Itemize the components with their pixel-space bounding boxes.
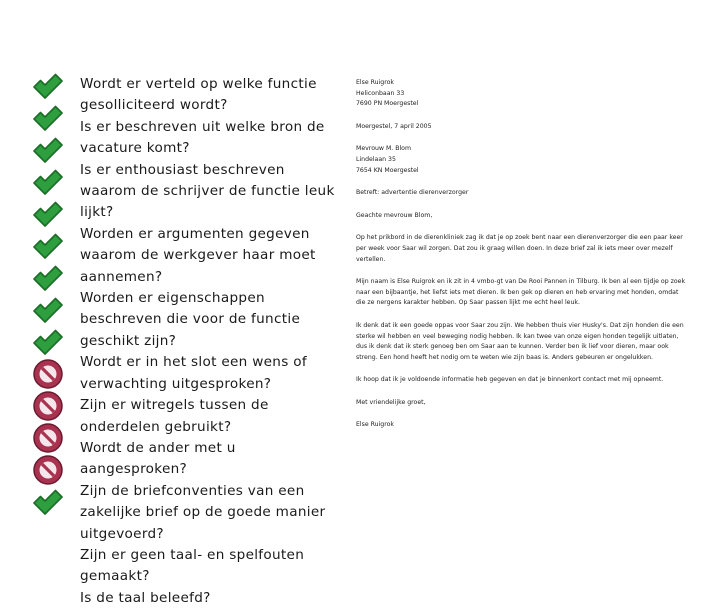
check-icon bbox=[32, 294, 64, 326]
subject-line: Betreft: advertentie dierenverzorger bbox=[356, 189, 469, 197]
check-icon bbox=[32, 486, 64, 518]
example-letter bbox=[356, 78, 686, 443]
checklist-item: Wordt de ander met u aangesproken? bbox=[80, 439, 236, 478]
checklist-item: Worden er argumenten gegeven waarom de werkgever haar moet aannemen? bbox=[80, 225, 316, 285]
check-icon bbox=[32, 198, 64, 230]
check-icon bbox=[32, 230, 64, 262]
letter-paragraph: Mijn naam is Else Ruigrok en ik zit in 4 vmbo-gt van De Rooi Pannen in Tilburg. Ik ben al een tijdje op zoek naar een bijbaantje, het liefst iets met dieren. Ik ben gek op dieren en heb ervaring met honden, omdat die ze nergens karakter hebben. Op Saar passen lijkt me echt heel leuk. bbox=[356, 278, 686, 307]
check-icon bbox=[32, 70, 64, 102]
letter-paragraph: Op het prikbord in de dierenkliniek zag ik dat je op zoek bent naar een dierenverzorger die een paar keer per week voor Saar wil zorgen. Dat zou ik graag willen doen. In deze brief zal ik iets meer over mezelf vertellen. bbox=[356, 234, 683, 263]
signature: Else Ruigrok bbox=[356, 421, 394, 429]
salutation: Geachte mevrouw Blom, bbox=[356, 211, 433, 219]
place-date: Moergestel, 7 april 2005 bbox=[356, 122, 432, 130]
recipient-address bbox=[356, 144, 686, 176]
recipient-street: Lindelaan 35 bbox=[356, 155, 396, 163]
check-icon bbox=[32, 134, 64, 166]
sender-address bbox=[356, 78, 686, 110]
sender-street: Heliconbaan 33 bbox=[356, 89, 405, 97]
recipient-name: Mevrouw M. Blom bbox=[356, 145, 411, 153]
checklist bbox=[80, 74, 345, 609]
letter-paragraph: Ik denk dat ik een goede oppas voor Saar zou zijn. We hebben thuis vier Husky's. Dat zijn honden die een sterke wil hebben en veel beweging nodig hebben. Ik kan twee van onze eigen honden tegelijk uitlaten, dus ik denk dat ik sterk genoeg ben om Saar aan te kunnen. Verder ben ik lief voor dieren, maar ook streng. Een hond heeft het nodig om te weten wie zijn baas is. Anders gebeuren er ongelukken. bbox=[356, 321, 684, 361]
recipient-city: 7654 KN Moergestel bbox=[356, 166, 419, 174]
checklist-item: Zijn er witregels tussen de onderdelen gebruikt? bbox=[80, 397, 269, 435]
closing: Met vriendelijke groet, bbox=[356, 398, 426, 406]
checklist-item: Zijn de briefconventies van een zakelijke brief op de goede manier uitgevoerd? bbox=[80, 482, 326, 542]
sender-name: Else Ruigrok bbox=[356, 79, 394, 86]
sender-city: 7690 PN Moergestel bbox=[356, 100, 419, 108]
checklist-item: Zijn er geen taal- en spelfouten gemaakt? bbox=[80, 546, 305, 585]
checklist-item: Is er enthousiast beschreven waarom de schrijver de functie leuk lijkt? bbox=[80, 161, 335, 221]
no-entry-icon bbox=[32, 422, 64, 454]
checklist-item: Wordt er verteld op welke functie gesolliciteerd wordt? bbox=[80, 76, 317, 114]
check-icon bbox=[32, 262, 64, 294]
letter-paragraph: Ik hoop dat ik je voldoende informatie heb gegeven en dat je binnenkort contact met mij opneemt. bbox=[356, 376, 664, 384]
checklist-item: Is er beschreven uit welke bron de vacature komt? bbox=[80, 118, 325, 157]
no-entry-icon bbox=[32, 454, 64, 486]
checklist-item: Wordt er in het slot een wens of verwachting uitgesproken? bbox=[80, 354, 307, 392]
check-icon bbox=[32, 102, 64, 134]
checklist-item: Is de taal beleefd? bbox=[80, 589, 211, 606]
check-icon bbox=[32, 166, 64, 198]
no-entry-icon bbox=[32, 390, 64, 422]
no-entry-icon bbox=[32, 358, 64, 390]
check-icon bbox=[32, 326, 64, 358]
checklist-item: Worden er eigenschappen beschreven die voor de functie geschikt zijn? bbox=[80, 290, 301, 349]
